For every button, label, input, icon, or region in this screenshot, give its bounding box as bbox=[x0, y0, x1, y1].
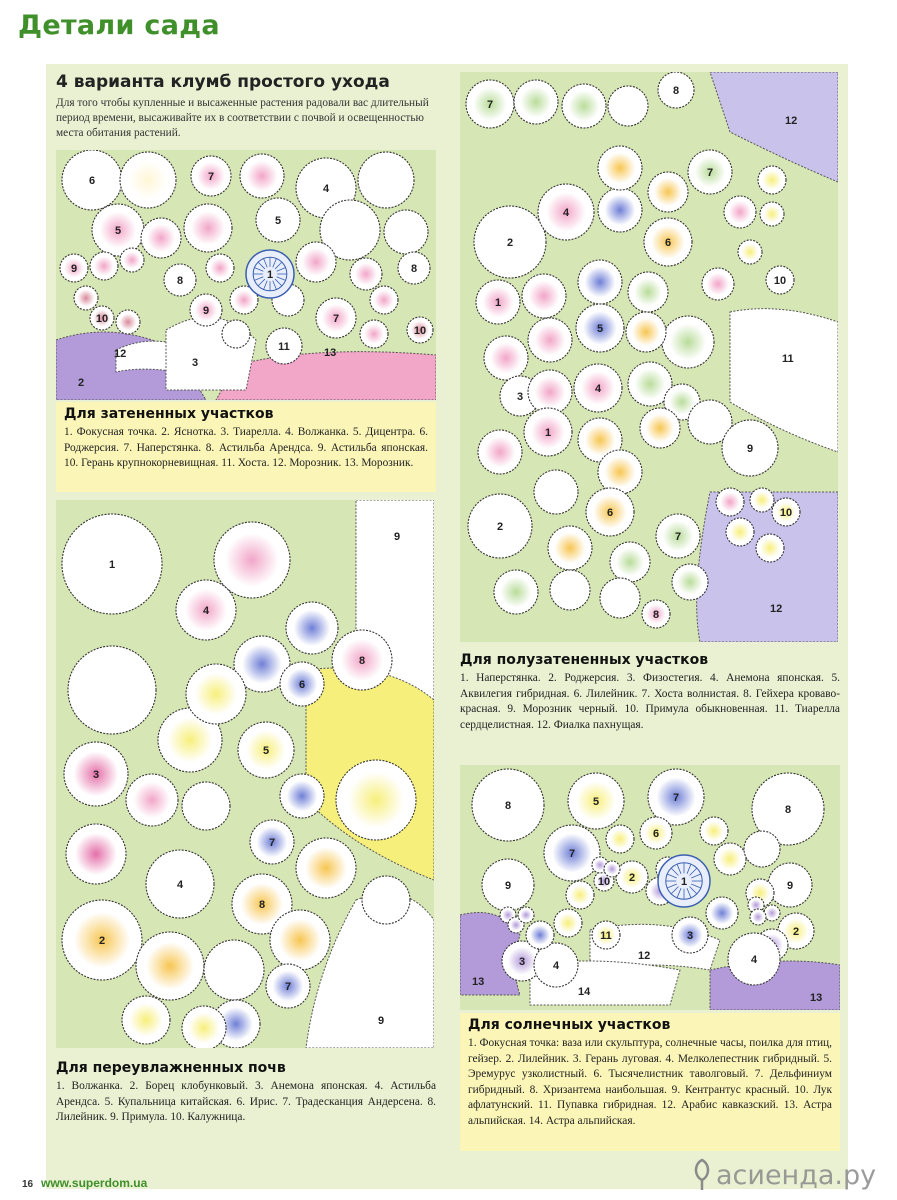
plant-circle bbox=[700, 817, 728, 845]
plant-circle bbox=[758, 166, 786, 194]
plant-circle bbox=[296, 242, 336, 282]
plant-number: 9 bbox=[70, 263, 78, 275]
plant-number: 6 bbox=[88, 175, 96, 187]
plant-circle bbox=[62, 900, 142, 980]
plant-number: 7 bbox=[268, 837, 276, 849]
flowerbed-sunny-plan bbox=[460, 765, 840, 1010]
plant-circle bbox=[598, 146, 642, 190]
plant-number: 13 bbox=[810, 992, 823, 1004]
plant-number: 11 bbox=[278, 341, 290, 353]
plant-number: 5 bbox=[596, 323, 604, 335]
plant-number: 4 bbox=[562, 207, 570, 219]
caption-semishade bbox=[460, 652, 840, 733]
flowerbed-sunny bbox=[460, 765, 840, 1010]
plant-circle bbox=[528, 370, 572, 414]
plant-circle bbox=[738, 240, 762, 264]
plant-circle bbox=[116, 310, 140, 334]
flowerbed-wet bbox=[56, 500, 434, 1048]
plant-number: 4 bbox=[594, 383, 602, 395]
plant-circle bbox=[146, 850, 214, 918]
plant-circle bbox=[350, 258, 382, 290]
plant-circle bbox=[616, 861, 648, 893]
plant-circle bbox=[722, 420, 778, 476]
plant-circle bbox=[74, 286, 98, 310]
plant-circle bbox=[90, 252, 118, 280]
caption-shaded-legend: 1. Фокусная точка. 2. Яснотка. 3. Тиарелла. 4. Волжанка. 5. Дицентра. 6. Роджерсия. 7. Наперстянка. 8. Астильба Арендса. 9. Астильба японская. 10. Герань крупнокорневищная. 11. Хоста. 12. Морозник. 13. Морозник. bbox=[64, 426, 428, 470]
plant-number: 7 bbox=[207, 171, 215, 183]
plant-circle bbox=[164, 264, 196, 296]
plant-circle bbox=[640, 408, 680, 448]
plant-circle bbox=[648, 172, 688, 212]
plant-circle bbox=[586, 488, 634, 536]
plant-circle bbox=[768, 863, 812, 907]
plant-number: 11 bbox=[600, 930, 612, 942]
plant-circle bbox=[522, 274, 566, 318]
plant-circle bbox=[296, 838, 356, 898]
plant-number: 7 bbox=[486, 99, 494, 111]
plant-circle bbox=[526, 921, 554, 949]
plant-circle bbox=[270, 910, 330, 970]
plant-circle bbox=[250, 820, 294, 864]
plant-circle bbox=[608, 86, 648, 126]
plant-circle bbox=[186, 664, 246, 724]
caption-semishade-legend: 1. Наперстянка. 2. Роджерсия. 3. Физостегия. 4. Анемона японская. 5. Аквилегия гибридная. 6. Лилейник. 7. Хоста волнистая. 8. Гейхера кроваво-красная. 9. Морозник черный. 10. Примула обыкновенная. 11. Тиарелла сердцелистная. 12. Фиалка пахнущая. bbox=[460, 672, 840, 731]
plant-circle bbox=[702, 268, 734, 300]
plant-number: 8 bbox=[652, 609, 660, 621]
plant-circle bbox=[204, 940, 264, 1000]
flowerbed-semishade-plan bbox=[460, 72, 838, 642]
plant-number: 3 bbox=[686, 930, 694, 942]
plant-circle bbox=[494, 570, 538, 614]
plant-number: 11 bbox=[782, 353, 794, 365]
plant-number: 8 bbox=[410, 263, 418, 275]
plant-number: 13 bbox=[472, 976, 485, 988]
plant-number: 10 bbox=[95, 313, 109, 325]
plant-circle bbox=[672, 917, 708, 953]
plant-circle bbox=[66, 824, 126, 884]
plant-number: 2 bbox=[78, 377, 85, 389]
plant-circle bbox=[478, 430, 522, 474]
page-number: 16 bbox=[22, 1179, 34, 1190]
plant-circle bbox=[370, 286, 398, 314]
plant-number: 2 bbox=[792, 926, 800, 938]
plant-circle bbox=[662, 316, 714, 368]
plant-circle bbox=[472, 769, 544, 841]
plant-circle bbox=[136, 932, 204, 1000]
plant-circle bbox=[716, 488, 744, 516]
plant-circle bbox=[724, 196, 756, 228]
plant-circle bbox=[336, 760, 416, 840]
plant-circle bbox=[280, 662, 324, 706]
plant-circle bbox=[122, 996, 170, 1044]
plant-circle bbox=[760, 202, 784, 226]
plant-number: 2 bbox=[506, 237, 514, 249]
plant-number: 4 bbox=[202, 605, 210, 617]
intro-text: Для того чтобы купленные и высаженные растения радовали вас длительный период времени, высаживайте их в соответствии с почвой и освещенностью места обитания растений. bbox=[56, 97, 429, 139]
plant-number: 10 bbox=[773, 275, 787, 287]
plant-number: 4 bbox=[322, 183, 330, 195]
plant-circle bbox=[750, 488, 774, 512]
plant-circle bbox=[640, 817, 672, 849]
plant-circle bbox=[744, 831, 780, 867]
plant-circle bbox=[566, 881, 594, 909]
plant-circle bbox=[626, 312, 666, 352]
plant-number: 5 bbox=[114, 225, 122, 237]
caption-sunny-title: Для солнечных участков bbox=[468, 1017, 671, 1033]
plant-circle bbox=[534, 943, 578, 987]
plant-number: 13 bbox=[324, 347, 337, 359]
plant-circle bbox=[484, 336, 528, 380]
plant-circle bbox=[474, 206, 546, 278]
plant-number: 12 bbox=[638, 950, 651, 962]
focal-point-icon bbox=[658, 855, 710, 907]
plant-circle bbox=[120, 248, 144, 272]
plant-number: 9 bbox=[746, 443, 754, 455]
plant-number: 2 bbox=[628, 872, 636, 884]
plant-circle bbox=[764, 905, 780, 921]
plant-number: 14 bbox=[578, 986, 591, 998]
plant-circle bbox=[658, 72, 694, 108]
plant-number: 10 bbox=[413, 325, 427, 337]
plant-number: 6 bbox=[606, 507, 614, 519]
plant-number: 5 bbox=[274, 215, 282, 227]
plant-circle bbox=[728, 933, 780, 985]
plant-circle bbox=[362, 876, 410, 924]
plant-number: 9 bbox=[504, 880, 512, 892]
plant-circle bbox=[604, 861, 620, 877]
plant-circle bbox=[468, 494, 532, 558]
plant-circle bbox=[772, 498, 800, 526]
plant-number: 1 bbox=[680, 876, 688, 888]
caption-wet-title: Для переувлажненных почв bbox=[56, 1060, 286, 1076]
plant-circle bbox=[554, 909, 582, 937]
caption-sunny bbox=[460, 1013, 840, 1151]
plant-circle bbox=[398, 252, 430, 284]
caption-shaded bbox=[56, 402, 436, 492]
plant-number: 7 bbox=[674, 531, 682, 543]
plant-circle bbox=[62, 150, 122, 210]
plant-circle bbox=[562, 84, 606, 128]
plant-circle bbox=[141, 218, 181, 258]
plant-circle bbox=[384, 210, 428, 254]
plant-circle bbox=[648, 769, 704, 825]
plant-number: 12 bbox=[114, 348, 127, 360]
plant-circle bbox=[182, 782, 230, 830]
plant-circle bbox=[64, 742, 128, 806]
plant-number: 10 bbox=[597, 876, 611, 888]
plant-number: 9 bbox=[786, 880, 794, 892]
plant-number: 4 bbox=[552, 960, 560, 972]
plant-circle bbox=[592, 921, 620, 949]
page-title: Детали сада bbox=[18, 10, 220, 41]
plant-number: 5 bbox=[262, 745, 270, 757]
plant-number: 8 bbox=[672, 85, 680, 97]
plant-circle bbox=[358, 152, 414, 208]
plant-circle bbox=[656, 514, 700, 558]
caption-sunny-legend: 1. Фокусная точка: ваза или скульптура, солнечные часы, поилка для птиц, гейзер. 2. Лилейник. 3. Герань луговая. 4. Мелколепестник гибридный. 5. Эремурус узколистный. 6. Тысячелистник таволговый. 7. Дельфиниум гибридный. 8. Хризантема наибольшая. 9. Кентрантус красный. 10. Лук афлатунский. 11. Пупавка гибридная. 12. Арабис кавказский. 13. Астра альпийская. 14. Астра альпийская. bbox=[468, 1037, 832, 1127]
plant-circle bbox=[191, 156, 231, 196]
plant-number: 2 bbox=[496, 521, 504, 533]
plant-circle bbox=[280, 774, 324, 818]
plant-number: 8 bbox=[176, 275, 184, 287]
plant-number: 9 bbox=[202, 305, 210, 317]
plant-number: 8 bbox=[784, 804, 792, 816]
plant-circle bbox=[548, 526, 592, 570]
plant-number: 10 bbox=[779, 507, 793, 519]
plant-circle bbox=[538, 184, 594, 240]
plant-circle bbox=[190, 294, 222, 326]
plant-number: 4 bbox=[176, 879, 184, 891]
caption-shaded-title: Для затененных участков bbox=[64, 406, 274, 422]
plant-number: 5 bbox=[592, 796, 600, 808]
plant-circle bbox=[256, 198, 300, 242]
watermark-icon bbox=[688, 1158, 716, 1192]
caption-wet bbox=[56, 1060, 436, 1126]
plant-number: 7 bbox=[332, 313, 340, 325]
plant-circle bbox=[524, 408, 572, 456]
plant-circle bbox=[240, 154, 284, 198]
plant-circle bbox=[568, 773, 624, 829]
plant-circle bbox=[550, 570, 590, 610]
plant-circle bbox=[750, 909, 766, 925]
plant-circle bbox=[206, 254, 234, 282]
plant-circle bbox=[514, 80, 558, 124]
flowerbed-shaded bbox=[56, 150, 436, 400]
plant-number: 1 bbox=[108, 559, 116, 571]
plant-circle bbox=[610, 542, 650, 582]
plant-circle bbox=[316, 298, 356, 338]
plant-number: 8 bbox=[504, 800, 512, 812]
plant-number: 7 bbox=[284, 981, 292, 993]
plant-circle bbox=[126, 774, 178, 826]
plant-number: 1 bbox=[266, 269, 274, 281]
plant-circle bbox=[182, 1006, 226, 1048]
flowerbed-shaded-plan bbox=[56, 150, 436, 400]
plant-circle bbox=[672, 564, 708, 600]
plant-number: 12 bbox=[785, 115, 798, 127]
watermark-text: асиенда.ру bbox=[716, 1160, 877, 1191]
plant-circle bbox=[598, 188, 642, 232]
plant-circle bbox=[222, 320, 250, 348]
plant-number: 3 bbox=[516, 391, 524, 403]
flowerbed-semishade bbox=[460, 72, 838, 642]
plant-circle bbox=[528, 318, 572, 362]
plant-circle bbox=[600, 578, 640, 618]
plant-number: 8 bbox=[358, 655, 366, 667]
plant-circle bbox=[286, 602, 338, 654]
plant-number: 7 bbox=[706, 167, 714, 179]
caption-wet-legend: 1. Волжанка. 2. Борец клобунковый. 3. Анемона японская. 4. Астильба Арендса. 5. Купальница китайская. 6. Ирис. 7. Традесканция Андерсена. 8. Лилейник. 9. Примула. 10. Калужница. bbox=[56, 1080, 436, 1124]
plant-number: 6 bbox=[664, 237, 672, 249]
plant-circle bbox=[266, 328, 302, 364]
plant-circle bbox=[238, 722, 294, 778]
plant-circle bbox=[62, 514, 162, 614]
plant-circle bbox=[576, 304, 624, 352]
plant-circle bbox=[598, 450, 642, 494]
plant-circle bbox=[726, 518, 754, 546]
plant-number: 1 bbox=[494, 297, 502, 309]
plant-circle bbox=[578, 260, 622, 304]
plant-circle bbox=[544, 825, 600, 881]
plant-circle bbox=[266, 964, 310, 1008]
plant-circle bbox=[534, 470, 578, 514]
plant-circle bbox=[466, 80, 514, 128]
plant-number: 7 bbox=[672, 792, 680, 804]
plant-circle bbox=[176, 580, 236, 640]
plant-circle bbox=[688, 150, 732, 194]
plant-number: 7 bbox=[568, 848, 576, 860]
plant-number: 1 bbox=[544, 427, 552, 439]
plant-circle bbox=[706, 897, 738, 929]
plant-circle bbox=[766, 266, 794, 294]
plant-number: 12 bbox=[770, 603, 783, 615]
plant-number: 3 bbox=[92, 769, 100, 781]
footer-url[interactable]: www.superdom.ua bbox=[41, 1176, 148, 1190]
plant-circle bbox=[68, 646, 156, 734]
plant-circle bbox=[332, 630, 392, 690]
plant-circle bbox=[360, 320, 388, 348]
plant-circle bbox=[90, 306, 114, 330]
plant-circle bbox=[644, 218, 692, 266]
plant-circle bbox=[518, 907, 534, 923]
plant-circle bbox=[120, 152, 176, 208]
plant-number: 8 bbox=[258, 899, 266, 911]
plant-number: 9 bbox=[378, 1015, 385, 1027]
plant-number: 3 bbox=[518, 956, 526, 968]
plant-circle bbox=[60, 254, 88, 282]
plant-circle bbox=[574, 364, 622, 412]
ground-cover-area bbox=[697, 492, 838, 642]
plant-number: 6 bbox=[298, 679, 306, 691]
plant-number: 3 bbox=[192, 357, 199, 369]
plant-circle bbox=[606, 825, 634, 853]
plant-circle bbox=[642, 600, 670, 628]
intro-heading: 4 варианта клумб простого ухода bbox=[56, 72, 390, 92]
plant-circle bbox=[476, 280, 520, 324]
plant-number: 4 bbox=[750, 954, 758, 966]
flowerbed-wet-plan bbox=[56, 500, 434, 1048]
intro-block bbox=[56, 72, 441, 141]
plant-circle bbox=[628, 272, 668, 312]
caption-semishade-title: Для полузатененных участков bbox=[460, 652, 709, 668]
plant-circle bbox=[756, 534, 784, 562]
plant-number: 9 bbox=[394, 531, 401, 543]
plant-circle bbox=[407, 317, 433, 343]
focal-point-icon bbox=[246, 250, 294, 298]
plant-circle bbox=[184, 204, 232, 252]
plant-circle bbox=[482, 859, 534, 911]
plant-number: 6 bbox=[652, 828, 660, 840]
plant-circle bbox=[714, 843, 746, 875]
plant-number: 2 bbox=[98, 935, 106, 947]
